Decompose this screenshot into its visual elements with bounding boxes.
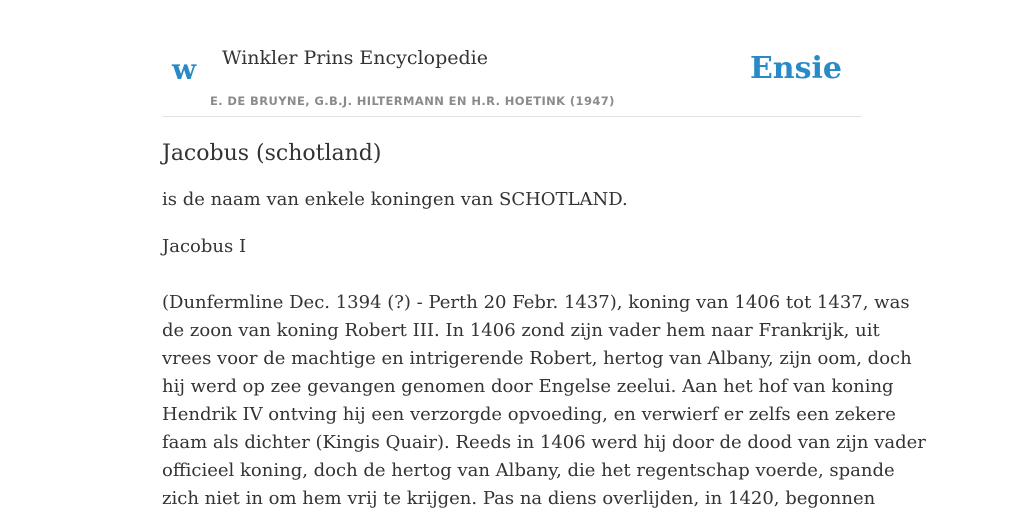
body-line: zich niet in om hem vrij te krijgen. Pas na diens overlijden, in 1420, begonnen: [162, 488, 876, 509]
body-line: Hendrik IV ontving hij een verzorgde opvoeding, en verwierf er zelfs een zekere: [162, 404, 896, 425]
article: [162, 136, 926, 512]
source-title[interactable]: Winkler Prins Encyclopedie: [222, 47, 488, 69]
ensie-logo[interactable]: Ensie: [749, 51, 842, 86]
article-title: Jacobus (schotland): [162, 141, 382, 166]
header: [162, 0, 862, 117]
section-heading: Jacobus I: [162, 236, 247, 257]
body-line: vrees voor de machtige en intrigerende Robert, hertog van Albany, zijn oom, doch: [162, 348, 912, 369]
winkler-prins-logo[interactable]: w: [172, 53, 197, 86]
body-line: de zoon van koning Robert III. In 1406 zond zijn vader hem naar Frankrijk, uit: [162, 320, 880, 341]
source-authors: E. DE BRUYNE, G.B.J. HILTERMANN EN H.R. HOETINK (1947): [210, 94, 615, 108]
body-line: hij werd op zee gevangen genomen door Engelse zeelui. Aan het hof van koning: [162, 376, 894, 397]
article-body: [162, 289, 926, 512]
body-line: (Dunfermline Dec. 1394 (?) - Perth 20 Febr. 1437), koning van 1406 tot 1437, was: [162, 292, 910, 313]
body-line: officieel koning, doch de hertog van Albany, die het regentschap voerde, spande: [162, 460, 895, 481]
body-line: faam als dichter (Kingis Quair). Reeds in 1406 werd hij door de dood van zijn vader: [162, 432, 926, 453]
article-intro: is de naam van enkele koningen van SCHOTLAND.: [162, 189, 628, 210]
